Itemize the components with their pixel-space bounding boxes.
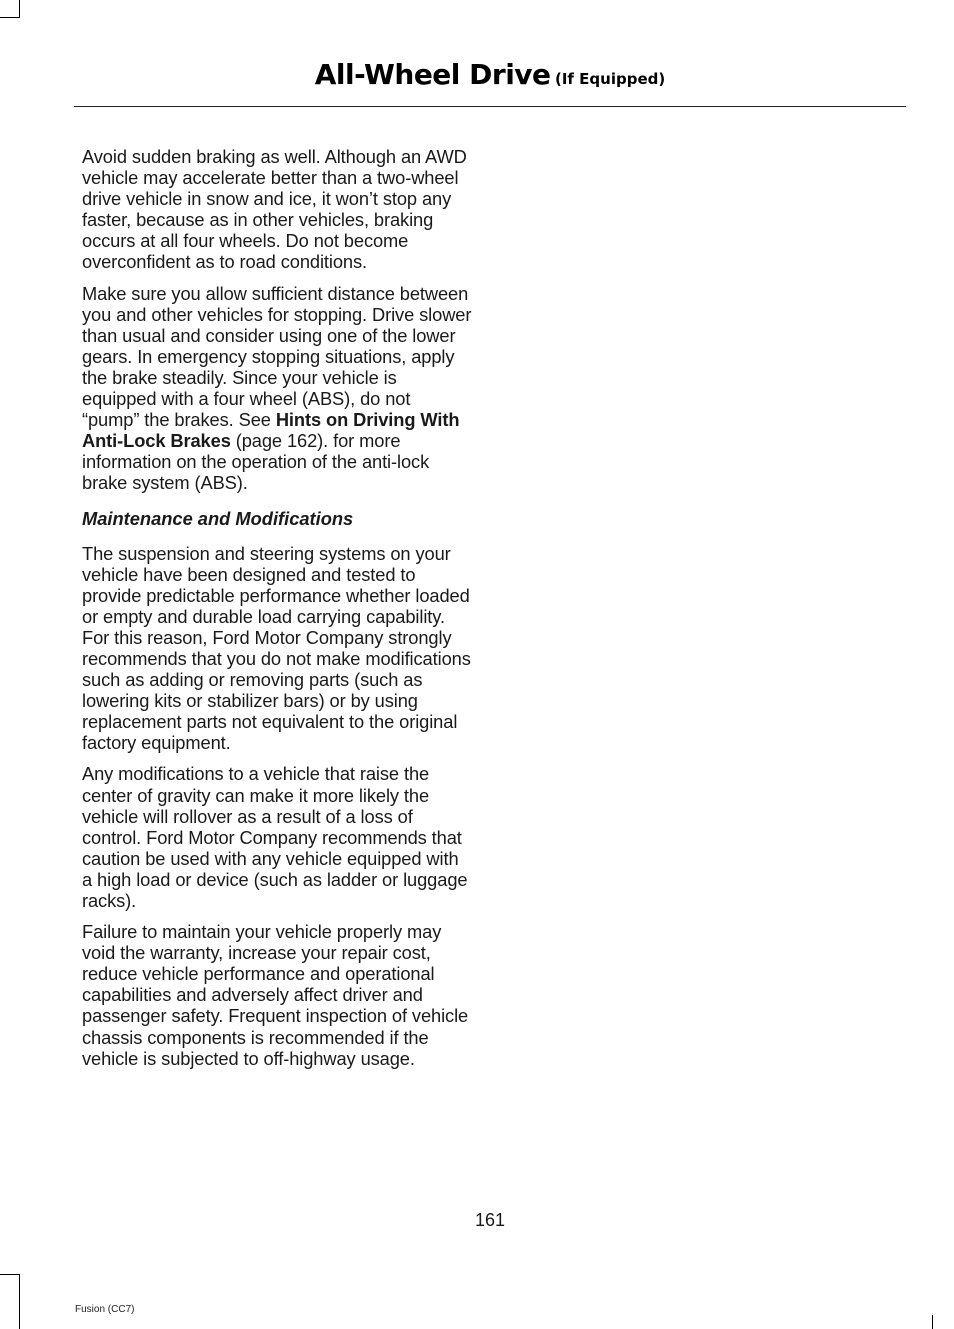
footer-model: Fusion (CC7) — [75, 1304, 135, 1315]
paragraph-stopping-text: Make sure you allow sufficient distance between you and other vehicles for stopping. Drive slower than usual and consider using one of the lower gears. In emergency stopping situations, apply the brake steadily. Since your vehicle is equipped with a four wheel (ABS), do not “pump” the brakes. See — [82, 282, 472, 431]
page-title-qualifier: (If Equipped) — [554, 70, 666, 88]
section-heading: Maintenance and Modifications — [82, 507, 354, 529]
paragraph-stopping-distance — [82, 283, 472, 494]
paragraph-stopping-text-end: (page 162). for more information on the operation of the anti-lock brake system (ABS). — [82, 430, 430, 494]
crop-mark-bottom-right-vertical — [932, 1315, 933, 1329]
page-header — [74, 58, 906, 91]
page-title: All-Wheel Drive — [314, 58, 551, 91]
page-number: 161 — [474, 1210, 506, 1230]
header-divider — [74, 106, 906, 107]
paragraph-maintenance: Failure to maintain your vehicle properly may void the warranty, increase your repair cost, reduce vehicle performance and operational capabilities and adversely affect driver and passenger safety. Frequent inspection of vehicle chassis components is recommended if the vehicle is subjected to off-highway usage. — [82, 921, 469, 1069]
cross-reference-link[interactable]: Hints on Driving With Anti-Lock Brakes — [82, 409, 460, 452]
crop-mark-top-left-vertical — [19, 0, 20, 17]
main-text-column — [82, 146, 472, 1079]
crop-mark-bottom-left-vertical — [19, 1274, 20, 1329]
paragraph-suspension: The suspension and steering systems on your vehicle have been designed and tested to provide predictable performance whether loaded or empty and durable load carrying capability. For this reason, Ford Motor Company strongly recommends that you do not make modifications such as adding or removing parts (such as lowering kits or stabilizer bars) or by using replacement parts not equivalent to the original factory equipment. — [82, 542, 471, 754]
paragraph-modifications: Any modifications to a vehicle that raise the center of gravity can make it more likely the vehicle will rollover as a result of a loss of control. Ford Motor Company recommends that caution be used with any vehicle equipped with a high load or device (such as ladder or luggage racks). — [82, 763, 468, 911]
paragraph-braking: Avoid sudden braking as well. Although an AWD vehicle may accelerate better than a two-wheel drive vehicle in snow and ice, it won’t stop any faster, because as in other vehicles, braking occurs at all four wheels. Do not become overconfident as to road conditions. — [82, 146, 467, 273]
crop-mark-top-left-horizontal — [0, 17, 20, 18]
crop-mark-bottom-left-horizontal — [0, 1274, 20, 1275]
